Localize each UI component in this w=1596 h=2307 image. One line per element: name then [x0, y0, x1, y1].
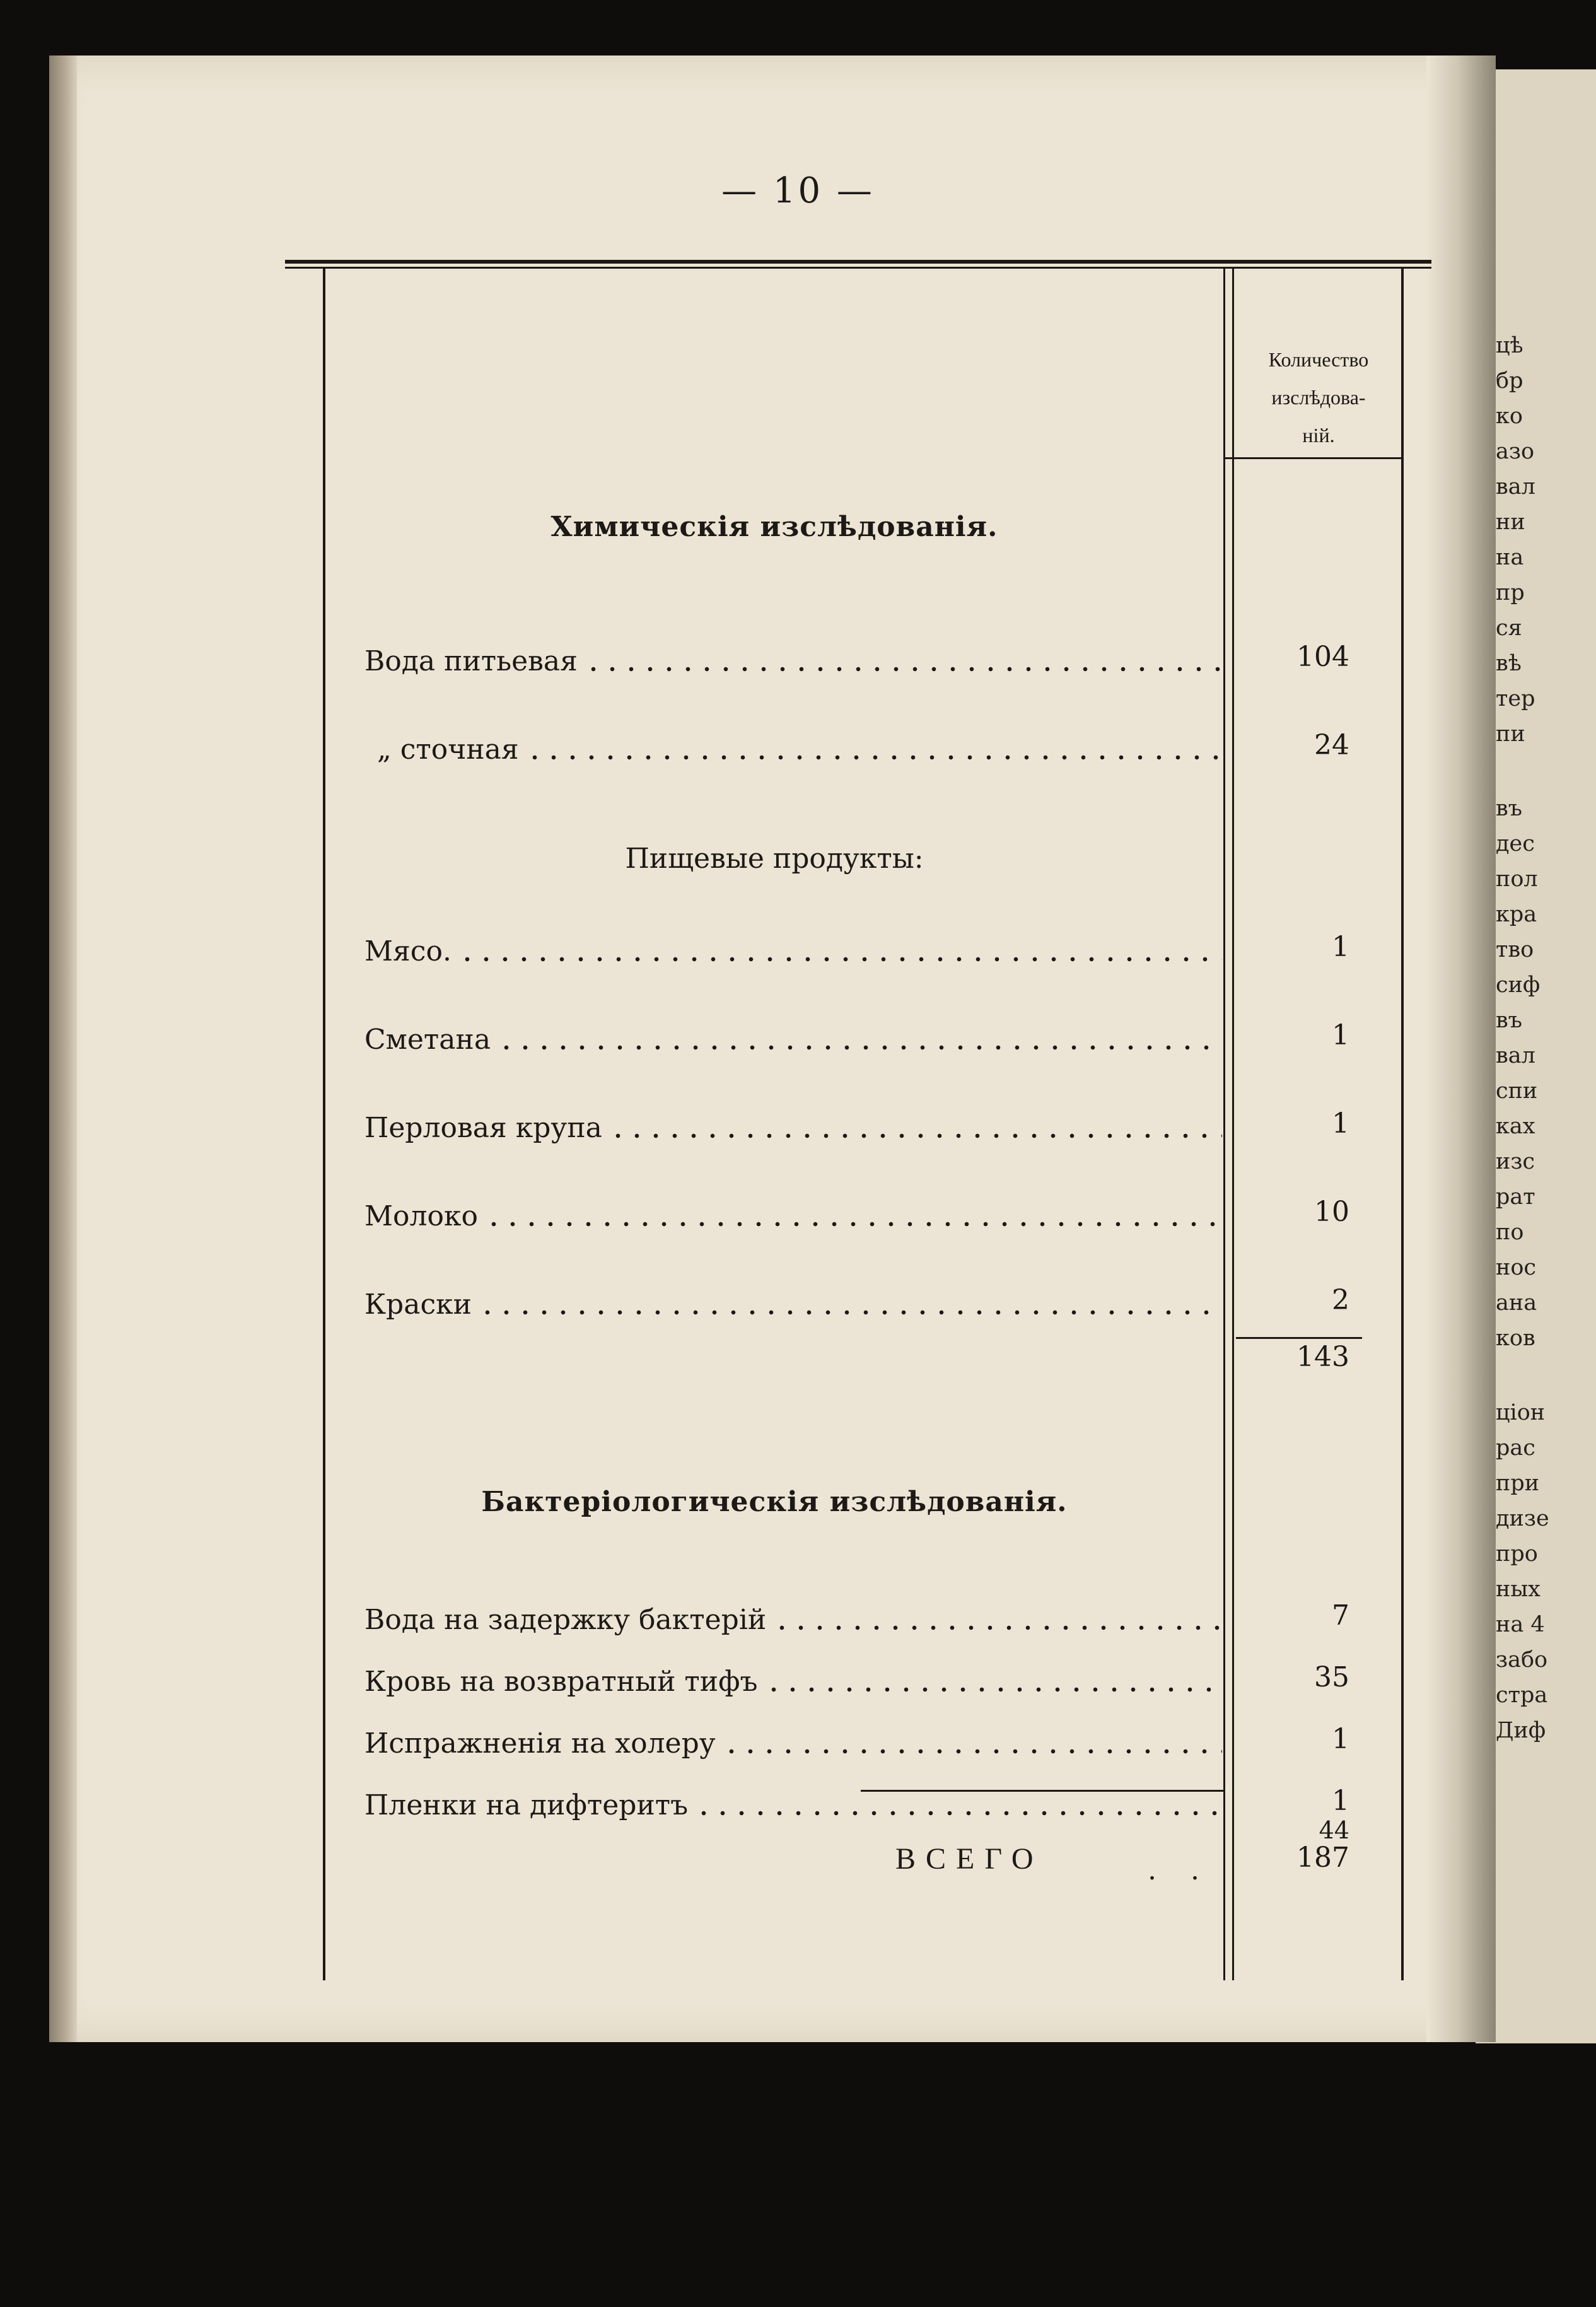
- row-label: Испражненія на холеру: [364, 1727, 716, 1760]
- facing-line: въ: [1496, 1008, 1522, 1033]
- facing-line: пи: [1496, 721, 1525, 747]
- leader-dots: [525, 755, 1222, 760]
- table-row: [364, 1196, 1222, 1236]
- row-value: 1: [1332, 1019, 1349, 1051]
- facing-line: дизе: [1496, 1506, 1549, 1531]
- facing-line: рат: [1496, 1184, 1535, 1210]
- row-value: 24: [1314, 729, 1349, 761]
- row-label: Вода на задержку бактерій: [364, 1603, 767, 1636]
- table-right-border: [1401, 268, 1404, 1980]
- column-divider: [1232, 268, 1234, 1980]
- facing-line: вал: [1496, 1043, 1535, 1068]
- facing-line: цѣ: [1496, 333, 1523, 358]
- chemical-subtotal: 143: [1296, 1341, 1349, 1373]
- bacteriological-heading: Бактеріологическія изслѣдованія.: [481, 1486, 1068, 1518]
- table-row: [364, 931, 1222, 971]
- row-value: 35: [1314, 1661, 1349, 1693]
- facing-line: рас: [1496, 1435, 1535, 1461]
- header-line: изслѣдова-: [1271, 386, 1366, 409]
- leader-dots: [478, 1310, 1222, 1315]
- facing-line: пр: [1496, 580, 1525, 605]
- facing-line: вѣ: [1496, 651, 1522, 676]
- facing-line: на 4: [1496, 1612, 1545, 1637]
- row-label: Перловая крупа: [364, 1111, 602, 1144]
- leader-dots: [484, 1222, 1222, 1227]
- facing-line: ках: [1496, 1114, 1535, 1139]
- leader-dots: [772, 1625, 1222, 1630]
- table-row: [364, 1661, 1222, 1702]
- food-subheading: Пищевые продукты:: [625, 843, 924, 875]
- table-row: [364, 1284, 1222, 1324]
- table-row: [364, 1107, 1222, 1148]
- table-row: [364, 1723, 1222, 1763]
- facing-line: дес: [1496, 831, 1535, 856]
- facing-line: пол: [1496, 867, 1538, 892]
- leader-dots: [458, 957, 1222, 962]
- table-row: [364, 1599, 1222, 1640]
- facing-line: бр: [1496, 368, 1523, 394]
- column-divider: [1223, 268, 1225, 1980]
- facing-line: про: [1496, 1541, 1538, 1567]
- facing-line: вал: [1496, 474, 1535, 499]
- facing-line: сиф: [1496, 972, 1541, 998]
- row-value: 1: [1332, 1723, 1349, 1755]
- bacteriological-subtotal: 44: [1319, 1816, 1349, 1844]
- subtotal-rule: [1236, 1337, 1362, 1339]
- row-value: 104: [1296, 641, 1349, 673]
- facing-line: тво: [1496, 937, 1534, 962]
- leader-dots: [609, 1133, 1222, 1138]
- page-number: — 10 —: [721, 170, 875, 211]
- facing-line: ни: [1496, 510, 1525, 535]
- table-top-rule: [285, 260, 1431, 264]
- count-column-header: [1236, 341, 1401, 454]
- facing-page-text: [1496, 328, 1549, 1748]
- row-label: Мясо.: [364, 935, 451, 967]
- total-rule: [861, 1790, 1223, 1792]
- row-label: Молоко: [364, 1200, 478, 1232]
- total-dots: . .: [1148, 1854, 1212, 1886]
- header-line: Количество: [1268, 348, 1369, 371]
- leader-dots: [764, 1687, 1223, 1692]
- row-label: Пленки на дифтеритъ: [364, 1789, 689, 1821]
- header-line: ній.: [1302, 424, 1335, 447]
- table-row: [364, 1019, 1222, 1060]
- facing-line: нос: [1496, 1255, 1537, 1280]
- row-label: Краски: [364, 1288, 472, 1321]
- table-row: [364, 641, 1222, 681]
- facing-line: Диф: [1496, 1718, 1546, 1743]
- row-label: Кровь на возвратный тифъ: [364, 1665, 758, 1698]
- leader-dots: [497, 1045, 1222, 1050]
- row-value: 1: [1332, 1785, 1349, 1817]
- facing-line: забо: [1496, 1647, 1548, 1673]
- facing-line: ко: [1496, 404, 1523, 429]
- leader-dots: [722, 1749, 1222, 1754]
- facing-line: ся: [1496, 616, 1522, 641]
- facing-line: при: [1496, 1471, 1540, 1496]
- facing-line: изс: [1496, 1149, 1535, 1174]
- facing-line: по: [1496, 1220, 1524, 1245]
- table-top-rule-thin: [285, 267, 1431, 269]
- facing-line: на: [1496, 545, 1524, 570]
- row-label: Сметана: [364, 1023, 491, 1056]
- leader-dots: [584, 667, 1222, 672]
- header-rule: [1225, 457, 1402, 459]
- row-value: 2: [1332, 1284, 1349, 1316]
- table-row: [377, 729, 1222, 769]
- facing-line: тер: [1496, 686, 1535, 711]
- facing-line: кра: [1496, 902, 1537, 927]
- row-label: Вода питьевая: [364, 645, 578, 677]
- facing-line: азо: [1496, 439, 1535, 464]
- facing-line: въ: [1496, 796, 1522, 821]
- total-label: ВСЕГО: [895, 1842, 1044, 1876]
- facing-line: ков: [1496, 1326, 1535, 1351]
- row-value: 1: [1332, 1107, 1349, 1140]
- facing-line: стра: [1496, 1683, 1548, 1708]
- facing-line: ціон: [1496, 1400, 1546, 1425]
- facing-gap: [1496, 1356, 1549, 1395]
- facing-line: ных: [1496, 1577, 1541, 1602]
- facing-line: ана: [1496, 1290, 1537, 1316]
- grand-total: 187: [1296, 1842, 1349, 1874]
- row-label: „ сточная: [377, 733, 519, 766]
- row-value: 10: [1314, 1196, 1349, 1228]
- facing-gap: [1496, 752, 1549, 791]
- chemical-heading: Химическія изслѣдованія.: [550, 511, 998, 543]
- page-gutter: [1426, 55, 1496, 2042]
- book-spine: [49, 55, 77, 2042]
- row-value: 7: [1332, 1599, 1349, 1632]
- facing-line: спи: [1496, 1078, 1538, 1104]
- leader-dots: [694, 1811, 1222, 1816]
- row-value: 1: [1332, 931, 1349, 963]
